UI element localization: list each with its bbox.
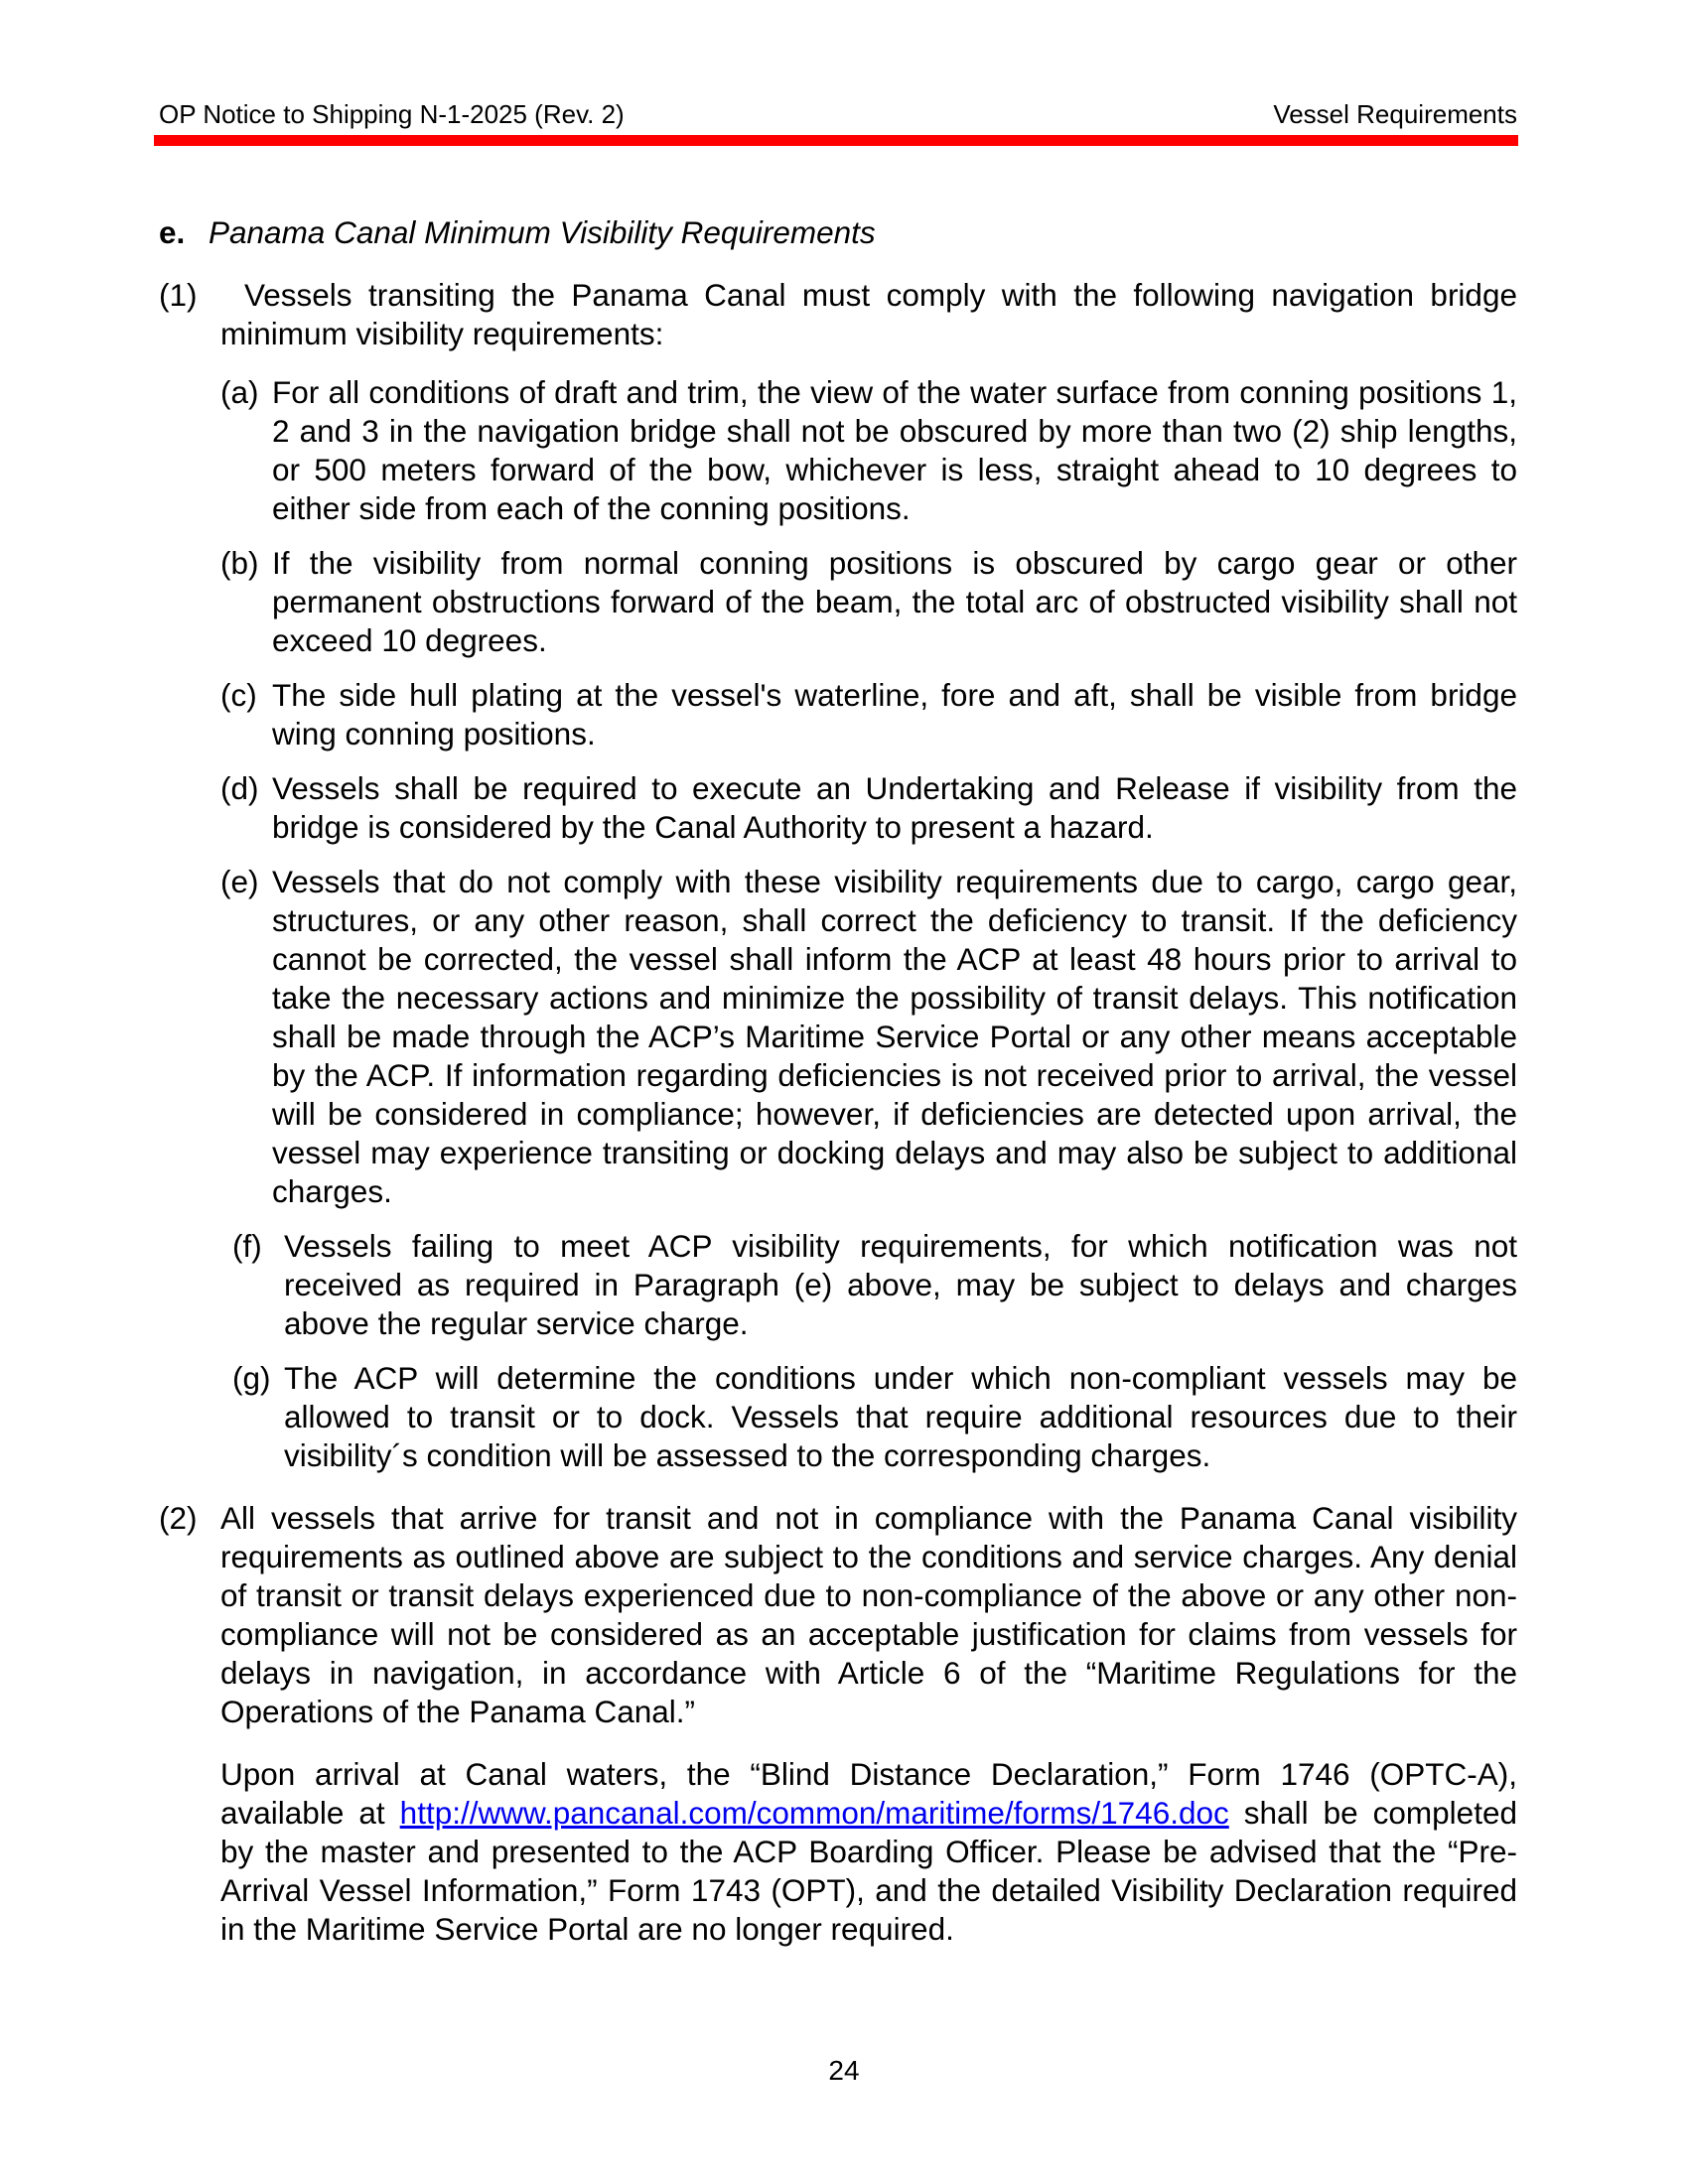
paragraph-1-text: Vessels transiting the Panama Canal must comply with the following navigation bridge minimum visibility requirements: (220, 277, 1517, 351)
list-item-a (220, 373, 1517, 528)
paragraph-2-text: All vessels that arrive for transit and not in compliance with the Panama Canal visibility requirements as outlined above are subject to the conditions and service charges. Any denial of transit or transit delays experienced due to non-compliance of the above or any other non-compliance will not be considered as an acceptable justification for claims from vessels for delays in navigation, in accordance with Article 6 of the “Maritime Regulations for the Operations of the Panama Canal.” (220, 1500, 1517, 1729)
section-title: Panama Canal Minimum Visibility Requirements (209, 214, 876, 250)
document-body (159, 213, 1517, 1969)
list-item-b-text: If the visibility from normal conning positions is obscured by cargo gear or other permanent obstructions forward of the beam, the total arc of obstructed visibility shall not exceed 10 degrees. (272, 545, 1517, 658)
list-item-e-text: Vessels that do not comply with these visibility requirements due to cargo, cargo gear, structures, or any other reason, shall correct the deficiency to transit. If the deficiency cannot be corrected, the vessel shall inform the ACP at least 48 hours prior to arrival to take the necessary actions and minimize the possibility of transit delays. This notification shall be made through the ACP’s Maritime Service Portal or any other means acceptable by the ACP. If information regarding deficiencies is not received prior to arrival, the vessel will be considered in compliance; however, if deficiencies are detected upon arrival, the vessel may experience transiting or docking delays and may also be subject to additional charges. (272, 864, 1517, 1209)
paragraph-2 (159, 1499, 1517, 1731)
section-letter: e. (159, 214, 186, 250)
form-1746-link[interactable]: http://www.pancanal.com/common/maritime/forms/1746.doc (399, 1795, 1229, 1831)
list-item-e-label: (e) (220, 864, 259, 899)
list-item-e (220, 863, 1517, 1211)
list-item-f-label: (f) (232, 1228, 262, 1264)
list-item-b-label: (b) (220, 545, 259, 581)
paragraph-form-notice (159, 1755, 1517, 1949)
header-section-name: Vessel Requirements (1273, 99, 1517, 129)
list-item-d (220, 769, 1517, 847)
list-item-d-text: Vessels shall be required to execute an Undertaking and Release if visibility from the bridge is considered by the Canal Authority to present a hazard. (272, 770, 1517, 845)
list-item-a-text: For all conditions of draft and trim, the view of the water surface from conning positions 1, 2 and 3 in the navigation bridge shall not be obscured by more than two (2) ship lengths, or 500 meters forward of the bow, whichever is less, straight ahead to 10 degrees to either side from each of the conning positions. (272, 374, 1517, 526)
list-item-f (232, 1227, 1517, 1343)
list-item-a-label: (a) (220, 374, 259, 410)
page-header (159, 99, 1517, 129)
list-item-g-label: (g) (232, 1360, 271, 1396)
list-item-f-text: Vessels failing to meet ACP visibility requirements, for which notification was not received as required in Paragraph (e) above, may be subject to delays and charges above the regular service charge. (284, 1228, 1517, 1341)
list-item-c-text: The side hull plating at the vessel's waterline, fore and aft, shall be visible from bridge wing conning positions. (272, 677, 1517, 751)
page-number: 24 (828, 2055, 860, 2086)
list-item-d-label: (d) (220, 770, 259, 806)
section-heading (159, 213, 1517, 252)
form-notice-text-before: Upon arrival at Canal waters, the “Blind Distance Declaration,” Form 1746 (OPTC-A), available at (220, 1756, 1517, 1831)
paragraph-1-number: (1) (159, 277, 198, 313)
list-item-c-label: (c) (220, 677, 257, 713)
list-item-g (232, 1359, 1517, 1475)
list-item-b (220, 544, 1517, 660)
list-item-g-text: The ACP will determine the conditions under which non-compliant vessels may be allowed to transit or to dock. Vessels that require additional resources due to their visibility´s condition will be assessed to the corresponding charges. (284, 1360, 1517, 1473)
form-notice-text-after: shall be completed by the master and presented to the ACP Boarding Officer. Please be advised that the “Pre-Arrival Vessel Information,” Form 1743 (OPT), and the detailed Visibility Declaration required in the Maritime Service Portal are no longer required. (220, 1795, 1517, 1947)
header-document-title: OP Notice to Shipping N-1-2025 (Rev. 2) (159, 99, 625, 129)
list-item-c (220, 676, 1517, 753)
header-red-rule (154, 135, 1518, 146)
paragraph-1 (159, 276, 1517, 353)
paragraph-2-number: (2) (159, 1500, 198, 1536)
